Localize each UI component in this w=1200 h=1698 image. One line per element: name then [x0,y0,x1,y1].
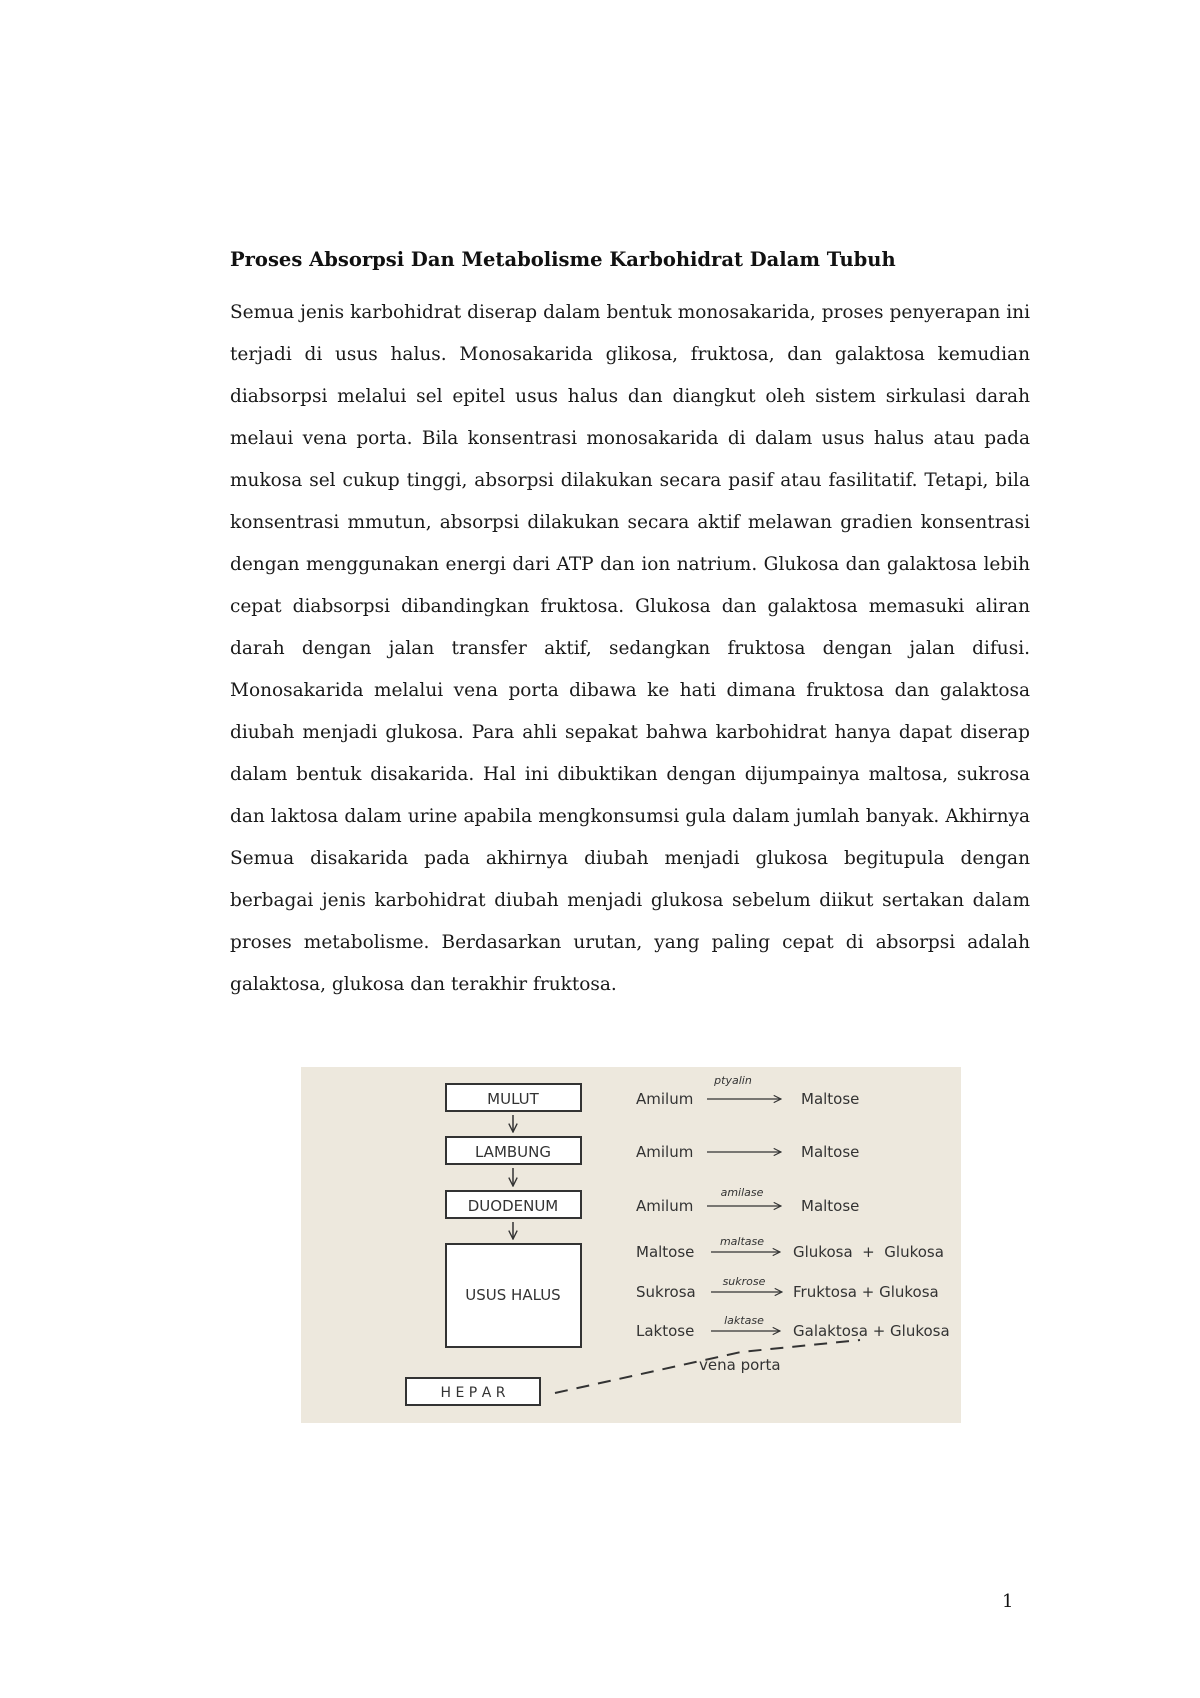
reaction-product: Maltose [801,1197,860,1215]
reaction-product: Galaktosa + Glukosa [793,1322,950,1340]
reaction-product: Maltose [801,1090,860,1108]
diagram-svg [301,1067,961,1423]
reaction-row [636,1143,859,1161]
mulut-label: MULUT [487,1090,539,1108]
reaction-enzyme: sukrose [722,1275,766,1288]
reaction-enzyme: maltase [719,1235,765,1248]
reaction-product: Maltose [801,1143,860,1161]
reaction-substrate: Amilum [636,1090,694,1108]
vena-porta-label: vena porta [699,1356,781,1374]
reaction-enzyme: laktase [724,1314,764,1327]
reaction-product: Glukosa + Glukosa [793,1243,944,1261]
reaction-row [636,1235,944,1261]
reaction-substrate: Amilum [636,1197,694,1215]
reaction-substrate: Amilum [636,1143,694,1161]
reaction-row [636,1074,859,1108]
page-number: 1 [1002,1591,1014,1612]
reaction-row [636,1186,859,1215]
digestion-diagram [301,1067,961,1423]
usus-halus-label: USUS HALUS [465,1286,561,1304]
reaction-product: Fruktosa + Glukosa [793,1283,939,1301]
hepar-label: H E P A R [440,1385,506,1401]
reaction-enzyme: amilase [720,1186,764,1199]
reaction-enzyme: ptyalin [714,1074,752,1087]
document-title: Proses Absorpsi Dan Metabolisme Karbohidrat Dalam Tubuh [230,248,896,271]
reaction-substrate: Maltose [636,1243,695,1261]
reaction-substrate: Laktose [636,1322,695,1340]
lambung-label: LAMBUNG [474,1143,552,1161]
reaction-row [636,1314,950,1340]
reaction-substrate: Sukrosa [636,1283,696,1301]
reaction-row [636,1275,939,1301]
duodenum-label: DUODENUM [467,1197,559,1215]
body-paragraph: Semua jenis karbohidrat diserap dalam bentuk monosakarida, proses penyerapan ini terjadi di usus halus. Monosakarida glikosa, fruktosa, dan galaktosa kemudian diabsorpsi melalui sel epitel usus halus dan diangkut oleh sistem sirkulasi darah melaui vena porta. Bila konsentrasi monosakarida di dalam usus halus atau pada mukosa sel cukup tinggi, absorpsi dilakukan secara pasif atau fasilitatif. Tetapi, bila konsentrasi mmutun, absorpsi dilakukan secara aktif melawan gradien konsentrasi dengan menggunakan energi dari ATP dan ion natrium. Glukosa dan galaktosa lebih cepat diabsorpsi dibandingkan fruktosa. Glukosa dan galaktosa memasuki aliran darah dengan jalan transfer aktif, sedangkan fruktosa dengan jalan difusi. Monosakarida melalui vena porta dibawa ke hati dimana fruktosa dan galaktosa diubah menjadi glukosa. Para ahli sepakat bahwa karbohidrat hanya dapat diserap dalam bentuk disakarida. Hal ini dibuktikan dengan dijumpainya maltosa, sukrosa dan laktosa dalam urine apabila mengkonsumsi gula dalam jumlah banyak. Akhirnya Semua disakarida pada akhirnya diubah menjadi glukosa begitupula dengan berbagai jenis karbohidrat diubah menjadi glukosa sebelum diikut sertakan dalam proses metabolisme. Berdasarkan urutan, yang paling cepat di absorpsi adalah galaktosa, glukosa dan terakhir fruktosa. [230,302,1030,995]
